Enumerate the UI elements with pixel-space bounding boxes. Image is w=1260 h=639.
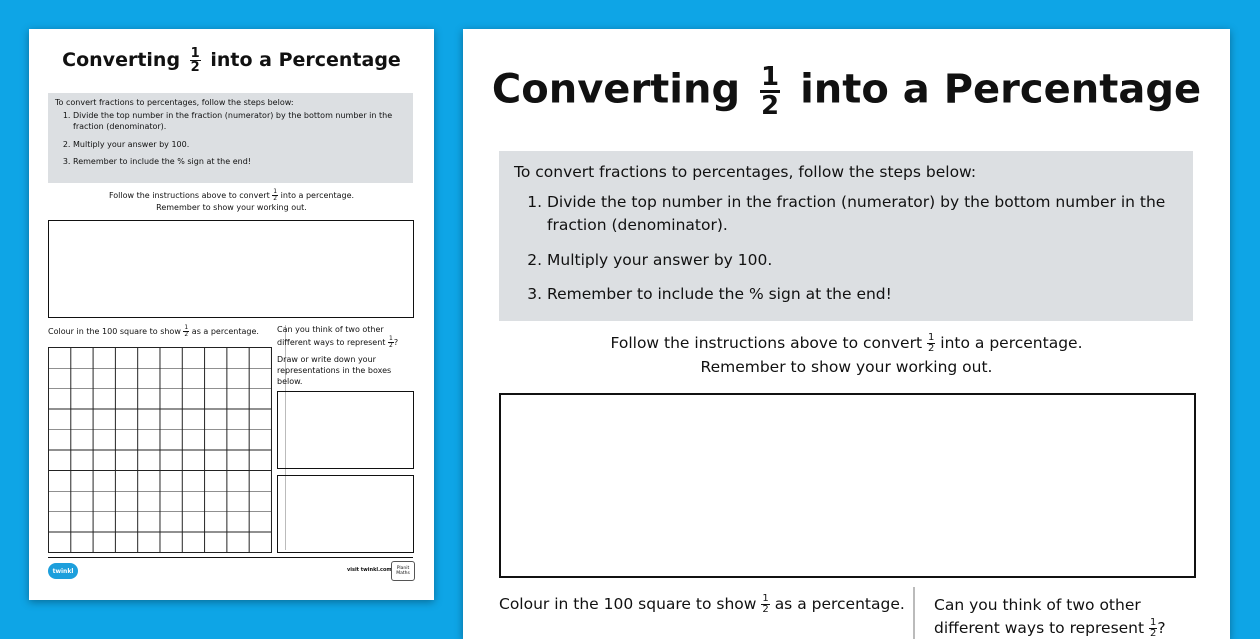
fraction-numerator: 1 [761,62,780,92]
column-divider-large [913,587,915,639]
colour-task-label-large [499,594,905,615]
fraction-numerator: 1 [388,334,393,342]
colour-prefix: Colour in the 100 square to show [499,595,757,613]
fraction-denominator: 2 [184,331,189,338]
step-2: 2. Multiply your answer by 100. [73,140,406,151]
fraction-numerator: 1 [273,188,278,195]
fraction-denominator: 2 [761,91,780,121]
fraction-numerator: 1 [762,593,769,604]
follow-fraction [927,333,935,354]
follow-fraction [272,189,278,202]
worksheet-thumbnail [29,29,434,600]
step-2: 2. Multiply your answer by 100. [547,249,1178,272]
colour-fraction [761,594,769,615]
follow-prefix: Follow the instructions above to convert [610,334,923,352]
fraction-denominator: 2 [762,604,769,615]
follow-suffix: into a percentage. [280,191,355,200]
worksheet-title-large [463,64,1230,119]
worksheet-zoomed [463,29,1230,639]
follow-line2: Remember to show your working out. [156,203,307,212]
follow-instructions-large [463,331,1230,379]
fraction-numerator: 1 [1150,617,1157,629]
think-suffix: ? [393,337,399,347]
think-suffix: ? [1157,619,1166,638]
step-1: 1. Divide the top number in the fraction (numerator) by the bottom number in the fraction (denominator). [547,191,1178,238]
fraction-denominator: 2 [388,341,393,349]
follow-instructions [29,189,434,214]
title-suffix: into a Percentage [210,49,401,71]
fraction-denominator: 2 [927,343,935,354]
title-prefix: Converting [491,66,741,113]
follow-line2: Remember to show your working out. [700,358,993,377]
twinkl-logo-icon [48,563,78,579]
follow-suffix: into a percentage. [940,334,1083,352]
title-fraction [760,64,780,119]
draw-instruction: Draw or write down your representations in the boxes below. [277,355,392,386]
website-text: visit twinkl.com [347,567,392,573]
title-fraction [190,47,201,74]
fraction-numerator: 1 [184,324,189,331]
think-task-label [277,325,417,349]
hundred-square-grid[interactable] [48,347,272,553]
step-3: 3. Remember to include the % sign at the end! [73,157,406,168]
fraction-denominator: 2 [1150,628,1157,639]
fraction-numerator: 1 [190,46,200,61]
colour-suffix: as a percentage. [774,595,905,613]
badge-icon [391,561,415,581]
footer-divider [48,557,413,558]
representation-box-2[interactable] [277,475,414,553]
title-suffix: into a Percentage [800,66,1202,113]
worksheet-title [29,47,434,74]
working-out-box[interactable] [48,220,414,318]
step-1: 1. Divide the top number in the fraction (numerator) by the bottom number in the fraction (denominator). [73,111,406,133]
instructions-box-large [499,151,1193,321]
instructions-intro: To convert fractions to percentages, follow the steps below: [514,163,977,181]
steps-list [55,111,406,168]
instructions-box [48,93,413,183]
colour-prefix: Colour in the 100 square to show [48,327,181,336]
title-prefix: Converting [62,49,181,71]
follow-prefix: Follow the instructions above to convert [108,191,270,200]
think-prefix: Can you think of two other different ways to represent [934,596,1145,638]
think-prefix: Can you think of two other different ways to represent [277,325,386,347]
representation-box-1[interactable] [277,391,414,469]
working-out-box-large[interactable] [499,393,1196,578]
step-3: 3. Remember to include the % sign at the end! [547,283,1178,306]
badge-text: Planit Maths [396,566,410,576]
fraction-numerator: 1 [927,332,935,343]
colour-fraction [183,325,189,338]
fraction-denominator: 2 [273,195,278,202]
instructions-intro: To convert fractions to percentages, follow the steps below: [55,98,294,107]
logo-text: twinkl [52,567,74,575]
think-task-label-large [934,594,1184,639]
fraction-denominator: 2 [190,60,200,75]
colour-task-label [48,325,259,338]
steps-list [514,191,1178,306]
colour-suffix: as a percentage. [191,327,259,336]
